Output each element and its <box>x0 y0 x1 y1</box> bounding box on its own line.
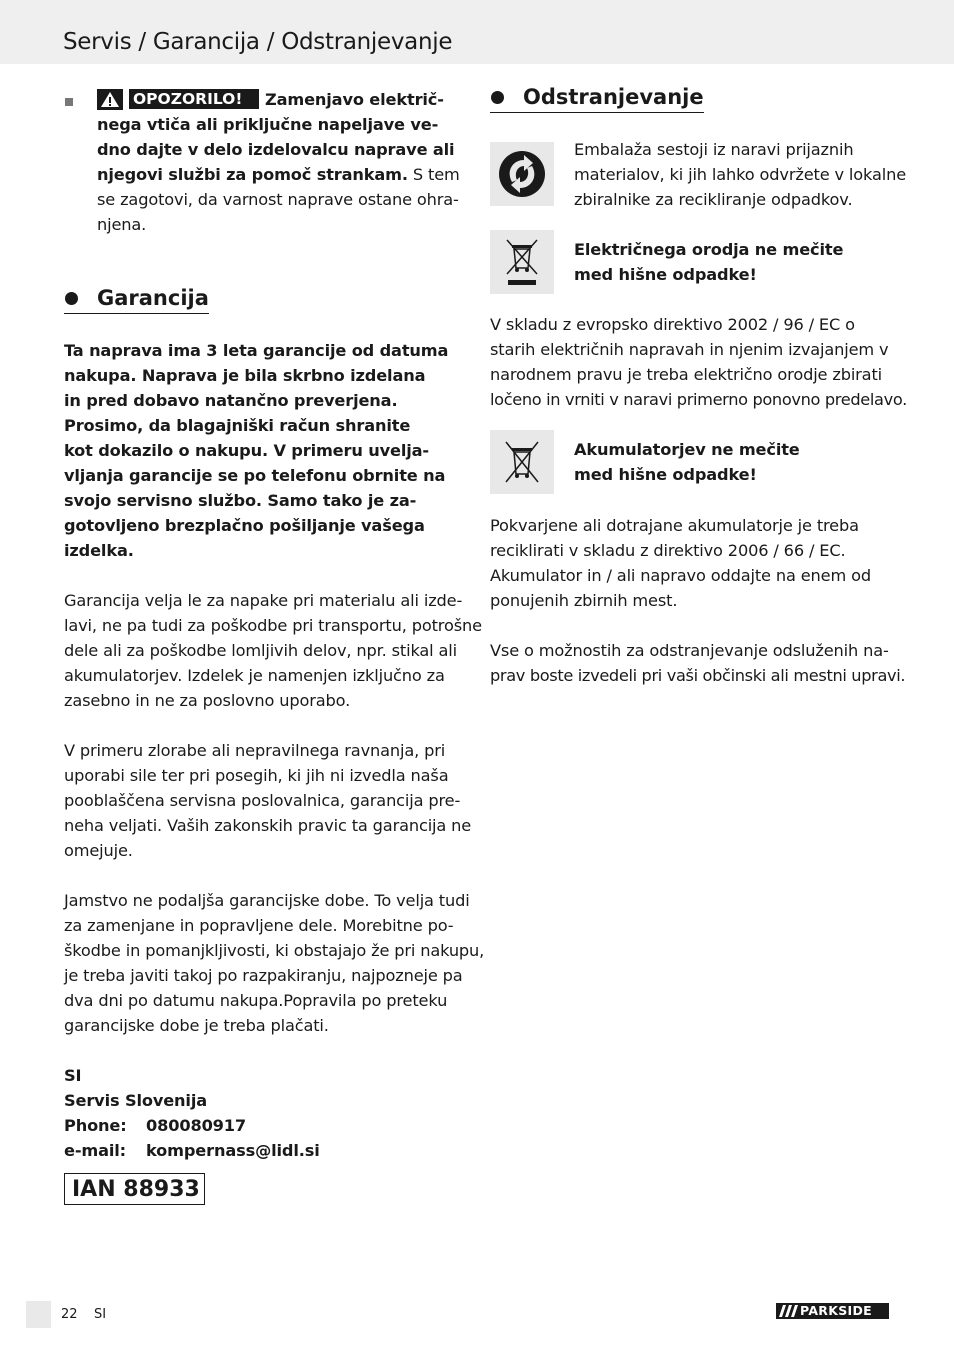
warning-line: Zamenjavo električ- <box>265 90 444 109</box>
garancija-para2-line: neha veljati. Vaših zakonskih pravic ta garancija ne <box>64 816 472 835</box>
garancija-para3-line: za zamenjane in popravljene dele. Morebitne po- <box>64 916 454 935</box>
parkside-logo <box>776 1303 889 1319</box>
green-dot-recycle-icon <box>490 142 554 206</box>
contact-email[interactable]: kompernass@lidl.si <box>146 1141 320 1160</box>
page-title: Servis / Garancija / Odstranjevanje <box>63 29 453 55</box>
bin1-text-line: med hišne odpadke! <box>574 265 757 284</box>
final-line: prav boste izvedeli pri vaši občinski ali mestni upravi. <box>490 666 906 685</box>
page-language: SI <box>94 1307 107 1322</box>
contact-country: SI <box>64 1066 82 1085</box>
warning-line: njena. <box>97 215 147 234</box>
parkside-stripes-icon <box>778 1303 800 1319</box>
contact-phone: 080080917 <box>146 1116 247 1135</box>
contact-service: Servis Slovenija <box>64 1091 207 1110</box>
garancija-bold-line: in pred dobavo natančno preverjena. <box>64 391 398 410</box>
contact-phone-label: Phone: <box>64 1116 127 1135</box>
warning-triangle-icon <box>97 89 123 110</box>
garancija-para2-line: pooblaščena servisna poslovalnica, garancija pre- <box>64 791 461 810</box>
battery-line: Akumulator in / ali napravo oddajte na enem od <box>490 566 871 585</box>
garancija-para1-line: zasebno in ne za poslovno uporabo. <box>64 691 351 710</box>
garancija-bold-line: izdelka. <box>64 541 134 560</box>
ian-number: IAN 88933 <box>64 1173 205 1205</box>
contact-email-label: e-mail: <box>64 1141 127 1160</box>
warning-label: OPOZORILO! <box>129 89 259 109</box>
garancija-heading: Garancija <box>64 285 209 314</box>
brand-name: PARKSIDE <box>800 1303 872 1318</box>
recycle-text-line: zbiralnike za recikliranje odpadkov. <box>574 190 853 209</box>
directive-line: V skladu z evropsko direktivo 2002 / 96 / EC o <box>490 315 855 334</box>
warning-line: njegovi službi za pomoč strankam. S tem <box>97 165 460 184</box>
directive-line: starih električnih napravah in njenim izvajanjem v <box>490 340 889 359</box>
garancija-bold-line: kot dokazilo o nakupu. V primeru uvelja- <box>64 441 429 460</box>
garancija-para2-line: omejuje. <box>64 841 133 860</box>
page-number: 22 <box>61 1307 78 1322</box>
garancija-bold-line: Prosimo, da blagajniški račun shranite <box>64 416 411 435</box>
warning-line: se zagotovi, da varnost naprave ostane ohra- <box>97 190 459 209</box>
odstranjevanje-heading: Odstranjevanje <box>490 84 704 113</box>
crossed-out-wheelie-bin-icon <box>490 230 554 294</box>
garancija-para2-line: V primeru zlorabe ali nepravilnega ravnanja, pri <box>64 741 446 760</box>
garancija-para3-line: dva dni po datumu nakupa.Popravila po preteku <box>64 991 448 1010</box>
warning-line: nega vtiča ali priključne napeljave ve- <box>97 115 439 134</box>
recycle-text-line: Embalaža sestoji iz naravi prijaznih <box>574 140 854 159</box>
footer-marker <box>26 1301 51 1328</box>
garancija-bold-line: vljanja garancije se po telefonu obrnite na <box>64 466 446 485</box>
garancija-para3-line: je treba javiti takoj po razpakiranju, najpozneje pa <box>64 966 463 985</box>
battery-line: ponujenih zbirnih mest. <box>490 591 678 610</box>
final-line: Vse o možnostih za odstranjevanje odsluženih na- <box>490 641 889 660</box>
garancija-para3-line: garancijske dobe je treba plačati. <box>64 1016 329 1035</box>
warning-line: dno dajte v delo izdelovalcu naprave ali <box>97 140 455 159</box>
crossed-out-wheelie-bin-icon <box>490 430 554 494</box>
garancija-bold-line: svojo servisno službo. Samo tako je za- <box>64 491 417 510</box>
battery-line: Pokvarjene ali dotrajane akumulatorje je treba <box>490 516 859 535</box>
page-header <box>0 0 954 64</box>
bin2-text-line: med hišne odpadke! <box>574 465 757 484</box>
garancija-bold-line: nakupa. Naprava je bila skrbno izdelana <box>64 366 426 385</box>
recycle-text-line: materialov, ki jih lahko odvržete v lokalne <box>574 165 907 184</box>
bin2-text-line: Akumulatorjev ne mečite <box>574 440 800 459</box>
directive-line: narodnem pravu je treba električno orodje zbirati <box>490 365 882 384</box>
garancija-para3-line: Jamstvo ne podaljša garancijske dobe. To velja tudi <box>64 891 470 910</box>
bin1-text-line: Električnega orodja ne mečite <box>574 240 844 259</box>
directive-line: ločeno in vrniti v naravi primerno ponovno predelavo. <box>490 390 907 409</box>
garancija-para2-line: uporabi sile ter pri posegih, ki jih ni izvedla naša <box>64 766 449 785</box>
list-bullet <box>65 98 73 106</box>
garancija-para3-line: škodbe in pomanjkljivosti, ki obstajajo že pri nakupu, <box>64 941 485 960</box>
garancija-para1-line: akumulatorjev. Izdelek je namenjen izključno za <box>64 666 445 685</box>
garancija-para1-line: lavi, ne pa tudi za poškodbe pri transportu, potrošne <box>64 616 482 635</box>
garancija-para1-line: Garancija velja le za napake pri materialu ali izde- <box>64 591 463 610</box>
garancija-para1-line: dele ali za poškodbe lomljivih delov, npr. stikal ali <box>64 641 457 660</box>
garancija-bold-line: gotovljeno brezplačno pošiljanje vašega <box>64 516 425 535</box>
garancija-bold-line: Ta naprava ima 3 leta garancije od datuma <box>64 341 449 360</box>
battery-line: reciklirati v skladu z direktivo 2006 / 66 / EC. <box>490 541 846 560</box>
